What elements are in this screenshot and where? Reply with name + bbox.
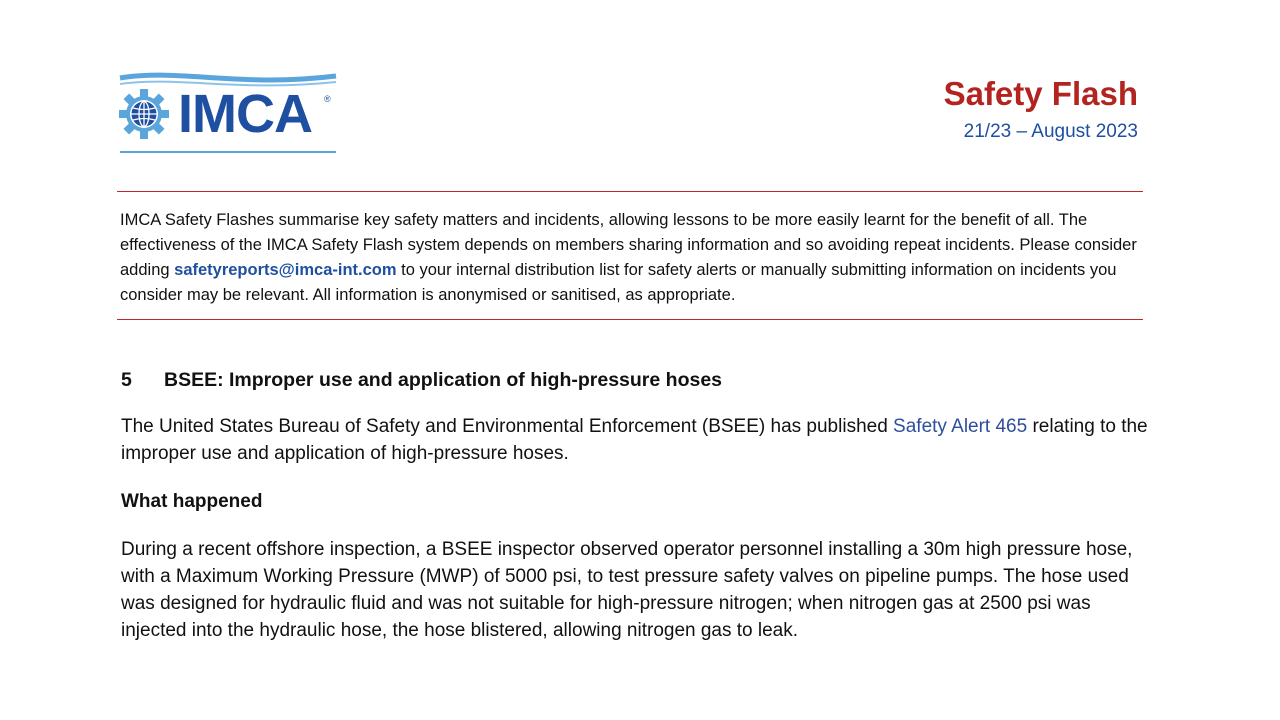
- intro-text-end: to your internal distribution list for safety alerts or manually submitting information on incidents you consider may be relevant. All information is anonymised or sanitised, as appropriate.: [120, 261, 1117, 304]
- logo-wordmark: IMCA: [178, 84, 312, 144]
- p1-text-end: relating to the improper use and application of high-pressure hoses.: [121, 416, 1148, 464]
- email-link[interactable]: safetyreports@imca-int.com: [174, 261, 397, 279]
- p1-text-start: The United States Bureau of Safety and Environmental Enforcement (BSEE) has published: [121, 416, 894, 437]
- divider-top: [117, 191, 1143, 192]
- registered-mark: ®: [324, 94, 331, 104]
- intro-text-start: IMCA Safety Flashes summarise key safety matters and incidents, allowing lessons to be more easily learnt for the benefit of all. The effectiveness of the IMCA Safety Flash system depends on members sharing information and so avoiding repeat incidents. Please consider adding: [120, 211, 1137, 279]
- imca-logo: [118, 70, 340, 158]
- section-heading: [121, 366, 722, 394]
- body-paragraph-2: During a recent offshore inspection, a BSEE inspector observed operator personnel installing a 30m high pressure hose, with a Maximum Working Pressure (MWP) of 5000 psi, to test pressure safety valves on pipeline pumps. The hose used was designed for hydraulic fluid and was not suitable for high-pressure nitrogen; when nitrogen gas at 2500 psi was injected into the hydraulic hose, the hose blistered, allowing nitrogen gas to leak.: [121, 539, 1133, 641]
- divider-bottom: [117, 319, 1143, 320]
- intro-paragraph: [120, 208, 1150, 308]
- issue-date: 21/23 – August 2023: [963, 121, 1138, 142]
- what-happened-heading: What happened: [121, 491, 263, 512]
- safety-alert-link[interactable]: Safety Alert 465: [893, 416, 1028, 437]
- body-paragraph-1: [121, 413, 1151, 467]
- section-title: BSEE: Improper use and application of high-pressure hoses: [164, 369, 723, 391]
- safety-flash-title: Safety Flash: [943, 75, 1138, 112]
- section-number: 5: [121, 369, 132, 391]
